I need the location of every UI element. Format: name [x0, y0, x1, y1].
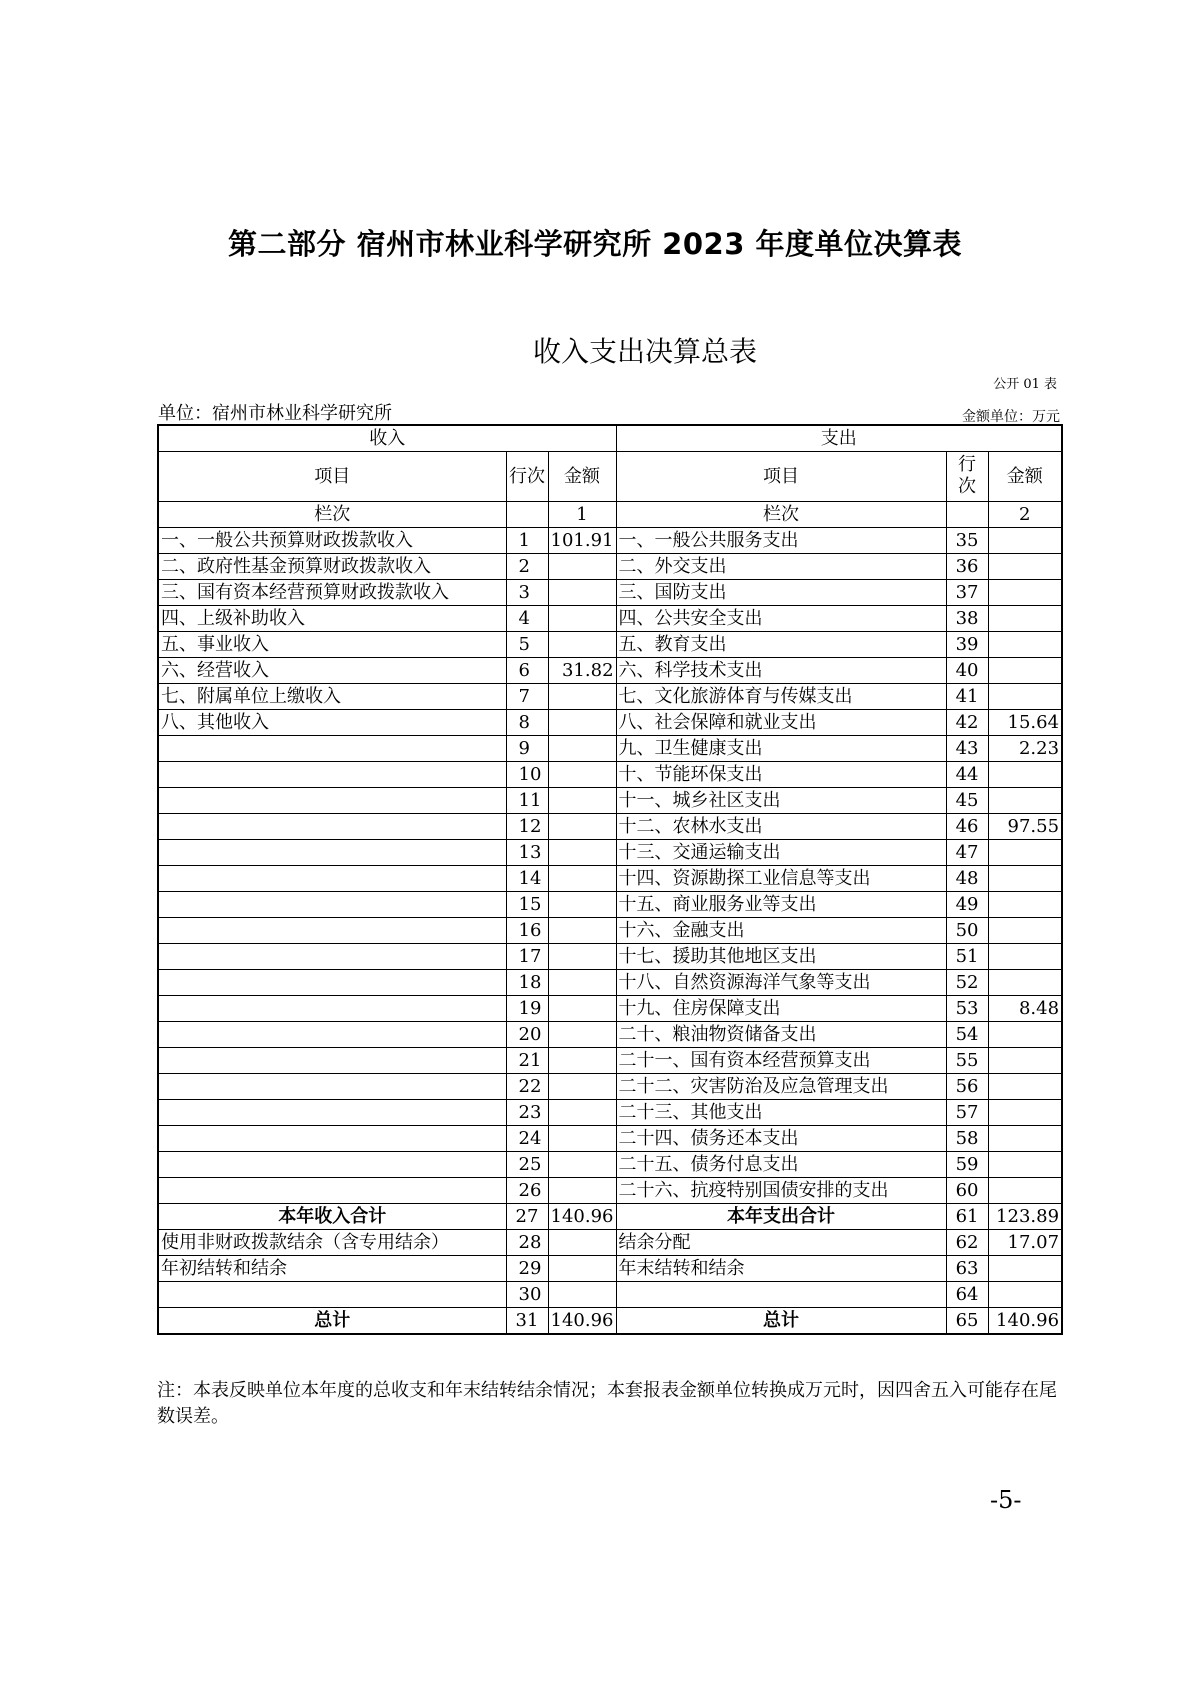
income-row-no-cell: 5	[506, 632, 548, 658]
footnote: 注：本表反映单位本年度的总收支和年末结转结余情况；本套报表金额单位转换成万元时，因四舍五入可能存在尾数误差。	[157, 1380, 1057, 1427]
income-row-no-cell: 27	[506, 1204, 548, 1230]
income-amount-cell	[548, 918, 616, 944]
income-row-no-cell: 10	[506, 762, 548, 788]
expense-amount-cell	[988, 918, 1062, 944]
expense-row-no-cell: 62	[946, 1230, 988, 1256]
table-row	[158, 1230, 1062, 1256]
income-amount-cell	[548, 1230, 616, 1256]
expense-row-no-cell: 46	[946, 814, 988, 840]
expense-item-cell: 年末结转和结余	[616, 1256, 946, 1282]
expense-item-cell: 九、卫生健康支出	[616, 736, 946, 762]
expense-item-cell: 十四、资源勘探工业信息等支出	[616, 866, 946, 892]
income-amount-cell: 31.82	[548, 658, 616, 684]
expense-item-cell: 结余分配	[616, 1230, 946, 1256]
expense-item-cell: 十六、金融支出	[616, 918, 946, 944]
income-item-cell: 二、政府性基金预算财政拨款收入	[158, 554, 506, 580]
expense-amount-cell	[988, 580, 1062, 606]
income-row-no-cell: 7	[506, 684, 548, 710]
expense-row-no-header-text: 行次	[958, 454, 977, 497]
income-item-cell	[158, 1126, 506, 1152]
column-header-row	[158, 452, 1062, 502]
expense-row-no-cell: 51	[946, 944, 988, 970]
income-item-cell	[158, 1074, 506, 1100]
column-index-row	[158, 502, 1062, 528]
expense-row-no-cell: 55	[946, 1048, 988, 1074]
income-row-no-cell: 20	[506, 1022, 548, 1048]
expense-item-cell: 本年支出合计	[616, 1204, 946, 1230]
income-amount-cell	[548, 866, 616, 892]
income-row-no-cell: 6	[506, 658, 548, 684]
income-item-cell: 使用非财政拨款结余（含专用结余）	[158, 1230, 506, 1256]
expense-item-cell: 十一、城乡社区支出	[616, 788, 946, 814]
income-row-no-cell: 14	[506, 866, 548, 892]
expense-item-cell: 十五、商业服务业等支出	[616, 892, 946, 918]
income-column-number: 1	[548, 502, 616, 528]
income-amount-cell	[548, 892, 616, 918]
expense-amount-cell	[988, 554, 1062, 580]
income-item-cell	[158, 866, 506, 892]
expense-amount-cell: 97.55	[988, 814, 1062, 840]
income-row-no-cell: 28	[506, 1230, 548, 1256]
income-amount-cell	[548, 684, 616, 710]
expense-item-cell: 十二、农林水支出	[616, 814, 946, 840]
income-row-no-cell: 2	[506, 554, 548, 580]
expense-amount-cell	[988, 1022, 1062, 1048]
table-row	[158, 996, 1062, 1022]
table-row	[158, 1100, 1062, 1126]
income-item-cell: 本年收入合计	[158, 1204, 506, 1230]
income-amount-cell	[548, 1178, 616, 1204]
expense-amount-cell	[988, 1152, 1062, 1178]
income-row-no-cell: 23	[506, 1100, 548, 1126]
expense-item-cell: 一、一般公共服务支出	[616, 528, 946, 554]
expense-item-cell: 二十五、债务付息支出	[616, 1152, 946, 1178]
table-row	[158, 762, 1062, 788]
expense-row-no-cell: 39	[946, 632, 988, 658]
expense-amount-cell	[988, 1178, 1062, 1204]
expense-item-cell: 二十一、国有资本经营预算支出	[616, 1048, 946, 1074]
income-amount-cell	[548, 970, 616, 996]
income-amount-cell	[548, 1048, 616, 1074]
table-row	[158, 1178, 1062, 1204]
income-amount-cell: 140.96	[548, 1204, 616, 1230]
income-amount-cell	[548, 1022, 616, 1048]
expense-amount-cell	[988, 788, 1062, 814]
income-row-no-cell: 9	[506, 736, 548, 762]
income-item-cell	[158, 814, 506, 840]
expense-row-no-cell: 40	[946, 658, 988, 684]
expense-amount-cell	[988, 944, 1062, 970]
expense-row-no-cell: 63	[946, 1256, 988, 1282]
expense-row-no-cell: 36	[946, 554, 988, 580]
income-item-cell: 总计	[158, 1308, 506, 1335]
table-row	[158, 632, 1062, 658]
table-row	[158, 1204, 1062, 1230]
income-amount-cell	[548, 1152, 616, 1178]
expense-row-no-cell: 41	[946, 684, 988, 710]
table-row	[158, 970, 1062, 996]
expense-amount-header: 金额	[988, 452, 1062, 502]
unit-label: 单位：宿州市林业科学研究所	[158, 403, 392, 424]
income-item-cell	[158, 736, 506, 762]
income-item-cell	[158, 840, 506, 866]
income-item-cell: 一、一般公共预算财政拨款收入	[158, 528, 506, 554]
table-row	[158, 1048, 1062, 1074]
table-row	[158, 710, 1062, 736]
income-item-cell	[158, 996, 506, 1022]
expense-row-no-cell: 35	[946, 528, 988, 554]
form-code: 公开 01 表	[993, 377, 1057, 392]
income-row-no-cell: 30	[506, 1282, 548, 1308]
expense-item-cell	[616, 1282, 946, 1308]
table-row	[158, 1126, 1062, 1152]
table-row	[158, 1308, 1062, 1335]
income-amount-cell	[548, 1256, 616, 1282]
income-row-no-cell: 13	[506, 840, 548, 866]
expense-row-no-cell: 60	[946, 1178, 988, 1204]
table-row	[158, 1022, 1062, 1048]
income-amount-cell: 140.96	[548, 1308, 616, 1335]
expense-row-no-cell: 49	[946, 892, 988, 918]
income-amount-cell	[548, 1100, 616, 1126]
table-row	[158, 1152, 1062, 1178]
expense-item-cell: 二十二、灾害防治及应急管理支出	[616, 1074, 946, 1100]
expense-row-no-cell: 45	[946, 788, 988, 814]
expense-amount-cell	[988, 762, 1062, 788]
income-row-no-cell: 24	[506, 1126, 548, 1152]
income-amount-cell	[548, 814, 616, 840]
income-row-no-cell: 3	[506, 580, 548, 606]
expense-amount-cell	[988, 606, 1062, 632]
expense-amount-cell	[988, 1074, 1062, 1100]
income-row-no-blank	[506, 502, 548, 528]
income-amount-cell	[548, 606, 616, 632]
income-section-header: 收入	[158, 425, 616, 452]
income-row-no-cell: 12	[506, 814, 548, 840]
income-row-no-cell: 16	[506, 918, 548, 944]
table-row	[158, 840, 1062, 866]
table-row	[158, 554, 1062, 580]
expense-amount-cell	[988, 1126, 1062, 1152]
income-amount-cell	[548, 736, 616, 762]
income-amount-cell	[548, 1074, 616, 1100]
expense-row-no-cell: 65	[946, 1308, 988, 1335]
income-item-cell	[158, 1100, 506, 1126]
expense-amount-cell	[988, 866, 1062, 892]
income-item-cell: 七、附属单位上缴收入	[158, 684, 506, 710]
income-item-cell	[158, 1048, 506, 1074]
expense-item-cell: 总计	[616, 1308, 946, 1335]
income-amount-cell	[548, 554, 616, 580]
expense-amount-cell: 140.96	[988, 1308, 1062, 1335]
expense-item-cell: 五、教育支出	[616, 632, 946, 658]
expense-item-cell: 二、外交支出	[616, 554, 946, 580]
table-row	[158, 1074, 1062, 1100]
expense-amount-cell	[988, 1048, 1062, 1074]
expense-row-no-cell: 38	[946, 606, 988, 632]
expense-row-no-header	[946, 452, 988, 502]
amount-unit-label: 金额单位：万元	[962, 409, 1060, 425]
expense-row-no-cell: 56	[946, 1074, 988, 1100]
income-item-cell	[158, 762, 506, 788]
expense-item-cell: 四、公共安全支出	[616, 606, 946, 632]
income-row-no-cell: 8	[506, 710, 548, 736]
income-row-no-cell: 25	[506, 1152, 548, 1178]
expense-row-no-cell: 53	[946, 996, 988, 1022]
expense-row-no-cell: 48	[946, 866, 988, 892]
income-item-cell	[158, 1152, 506, 1178]
expense-column-label: 栏次	[616, 502, 946, 528]
income-item-cell	[158, 918, 506, 944]
income-row-no-header: 行次	[506, 452, 548, 502]
income-row-no-cell: 31	[506, 1308, 548, 1335]
expense-row-no-cell: 61	[946, 1204, 988, 1230]
expense-item-cell: 二十四、债务还本支出	[616, 1126, 946, 1152]
income-item-cell: 四、上级补助收入	[158, 606, 506, 632]
income-item-header: 项目	[158, 452, 506, 502]
income-column-label: 栏次	[158, 502, 506, 528]
page-heading: 第二部分 宿州市林业科学研究所 2023 年度单位决算表	[227, 227, 962, 261]
income-row-no-cell: 21	[506, 1048, 548, 1074]
expense-amount-cell: 2.23	[988, 736, 1062, 762]
expense-row-no-cell: 54	[946, 1022, 988, 1048]
expense-item-cell: 十七、援助其他地区支出	[616, 944, 946, 970]
expense-amount-cell	[988, 892, 1062, 918]
income-amount-cell	[548, 840, 616, 866]
income-item-cell: 五、事业收入	[158, 632, 506, 658]
table-row	[158, 814, 1062, 840]
section-header-row	[158, 425, 1062, 452]
expense-row-no-cell: 37	[946, 580, 988, 606]
expense-item-cell: 八、社会保障和就业支出	[616, 710, 946, 736]
table-row	[158, 788, 1062, 814]
expense-row-no-cell: 43	[946, 736, 988, 762]
table-row	[158, 1256, 1062, 1282]
income-item-cell	[158, 1178, 506, 1204]
expense-item-cell: 二十、粮油物资储备支出	[616, 1022, 946, 1048]
table-row	[158, 736, 1062, 762]
table-row	[158, 892, 1062, 918]
income-amount-cell	[548, 580, 616, 606]
income-item-cell	[158, 1022, 506, 1048]
table-row	[158, 528, 1062, 554]
income-amount-header: 金额	[548, 452, 616, 502]
income-item-cell	[158, 892, 506, 918]
expense-amount-cell	[988, 1282, 1062, 1308]
expense-amount-cell	[988, 632, 1062, 658]
expense-item-cell: 十、节能环保支出	[616, 762, 946, 788]
income-row-no-cell: 22	[506, 1074, 548, 1100]
income-item-cell	[158, 970, 506, 996]
income-item-cell: 六、经营收入	[158, 658, 506, 684]
expense-item-cell: 三、国防支出	[616, 580, 946, 606]
expense-row-no-cell: 44	[946, 762, 988, 788]
expense-row-no-blank	[946, 502, 988, 528]
expense-amount-cell	[988, 840, 1062, 866]
table-row	[158, 866, 1062, 892]
income-amount-cell	[548, 1126, 616, 1152]
income-amount-cell	[548, 1282, 616, 1308]
expense-amount-cell: 15.64	[988, 710, 1062, 736]
expense-amount-cell	[988, 684, 1062, 710]
income-row-no-cell: 17	[506, 944, 548, 970]
expense-amount-cell	[988, 528, 1062, 554]
expense-row-no-cell: 59	[946, 1152, 988, 1178]
expense-item-cell: 二十三、其他支出	[616, 1100, 946, 1126]
expense-column-number: 2	[988, 502, 1062, 528]
table-row	[158, 918, 1062, 944]
income-amount-cell	[548, 788, 616, 814]
income-amount-cell	[548, 996, 616, 1022]
expense-item-cell: 十九、住房保障支出	[616, 996, 946, 1022]
income-item-cell	[158, 1282, 506, 1308]
table-row	[158, 944, 1062, 970]
expense-row-no-cell: 64	[946, 1282, 988, 1308]
expense-item-header: 项目	[616, 452, 946, 502]
income-expense-table	[157, 424, 1063, 1335]
expense-section-header: 支出	[616, 425, 1062, 452]
income-amount-cell	[548, 632, 616, 658]
expense-row-no-cell: 58	[946, 1126, 988, 1152]
income-row-no-cell: 26	[506, 1178, 548, 1204]
expense-row-no-cell: 42	[946, 710, 988, 736]
table-row	[158, 684, 1062, 710]
expense-item-cell: 二十六、抗疫特别国债安排的支出	[616, 1178, 946, 1204]
expense-row-no-cell: 57	[946, 1100, 988, 1126]
expense-amount-cell	[988, 1100, 1062, 1126]
expense-amount-cell: 8.48	[988, 996, 1062, 1022]
income-amount-cell	[548, 944, 616, 970]
table-title: 收入支出决算总表	[532, 335, 757, 368]
income-amount-cell	[548, 762, 616, 788]
expense-item-cell: 七、文化旅游体育与传媒支出	[616, 684, 946, 710]
income-item-cell	[158, 944, 506, 970]
income-item-cell	[158, 788, 506, 814]
expense-item-cell: 十三、交通运输支出	[616, 840, 946, 866]
income-item-cell: 三、国有资本经营预算财政拨款收入	[158, 580, 506, 606]
expense-amount-cell	[988, 970, 1062, 996]
expense-amount-cell	[988, 658, 1062, 684]
income-row-no-cell: 19	[506, 996, 548, 1022]
income-row-no-cell: 29	[506, 1256, 548, 1282]
expense-item-cell: 六、科学技术支出	[616, 658, 946, 684]
expense-amount-cell: 17.07	[988, 1230, 1062, 1256]
income-row-no-cell: 15	[506, 892, 548, 918]
table-row	[158, 606, 1062, 632]
table-row	[158, 580, 1062, 606]
income-amount-cell	[548, 710, 616, 736]
income-row-no-cell: 4	[506, 606, 548, 632]
table-row	[158, 1282, 1062, 1308]
income-row-no-cell: 1	[506, 528, 548, 554]
page-number: -5-	[990, 1486, 1022, 1514]
expense-row-no-cell: 52	[946, 970, 988, 996]
income-item-cell: 年初结转和结余	[158, 1256, 506, 1282]
income-row-no-cell: 18	[506, 970, 548, 996]
expense-amount-cell	[988, 1256, 1062, 1282]
expense-amount-cell: 123.89	[988, 1204, 1062, 1230]
expense-row-no-cell: 47	[946, 840, 988, 866]
income-row-no-cell: 11	[506, 788, 548, 814]
income-item-cell: 八、其他收入	[158, 710, 506, 736]
table-row	[158, 658, 1062, 684]
income-amount-cell: 101.91	[548, 528, 616, 554]
expense-row-no-cell: 50	[946, 918, 988, 944]
expense-item-cell: 十八、自然资源海洋气象等支出	[616, 970, 946, 996]
